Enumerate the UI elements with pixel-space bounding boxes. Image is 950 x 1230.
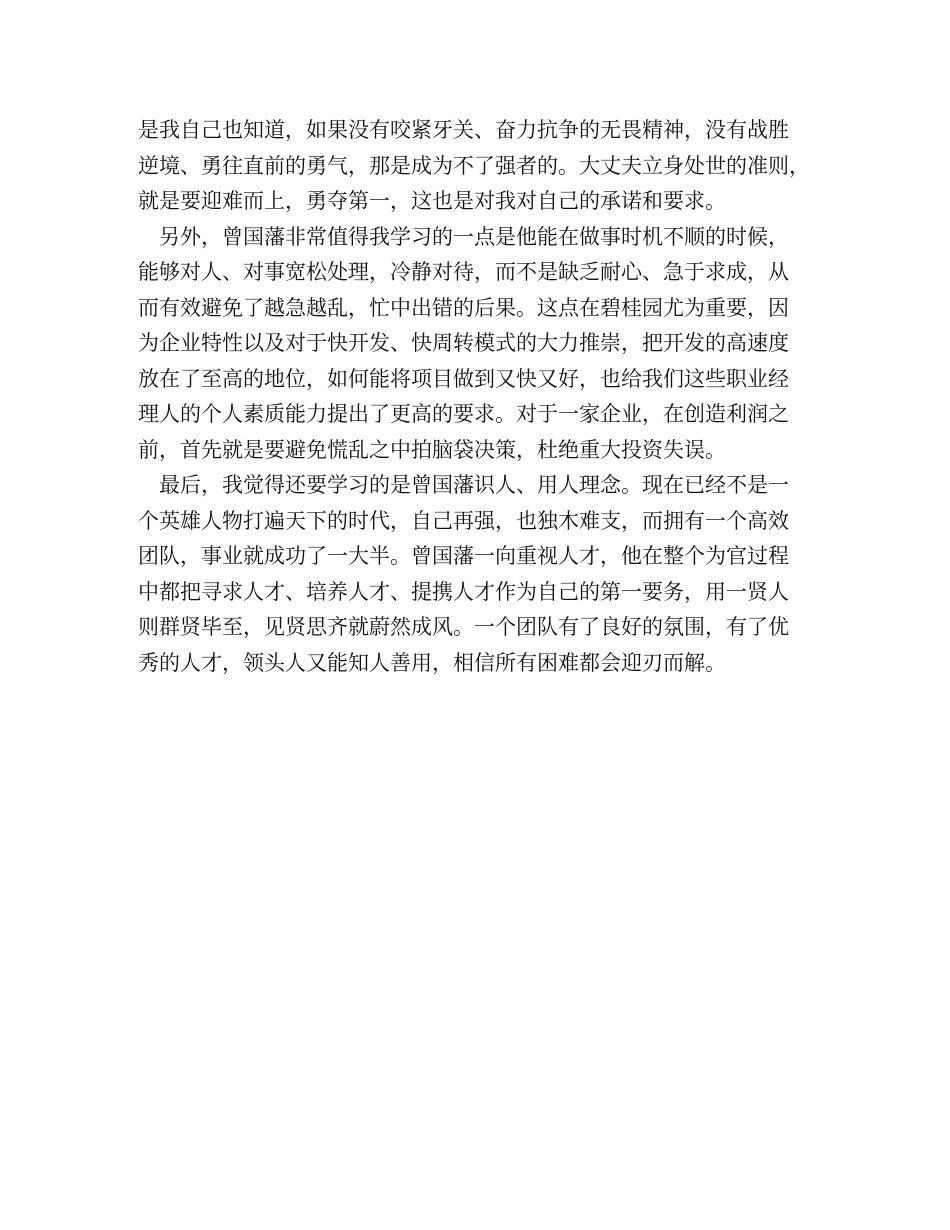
text-line: 放在了至高的地位，如何能将项目做到又快又好，也给我们这些职业经 (138, 366, 789, 391)
paragraph-1 (138, 113, 818, 220)
paragraph-3 (138, 468, 818, 681)
text-line: 能够对人、对事宽松处理，冷静对待，而不是缺乏耐心、急于求成，从 (138, 260, 789, 284)
text-line: 是我自己也知道，如果没有咬紧牙关、奋力抗争的无畏精神，没有战胜 (138, 118, 789, 142)
text-line: 最后，我觉得还要学习的是曾国藩识人、用人理念。现在已经不是一 (159, 473, 789, 497)
text-line: 而有效避免了越急越乱，忙中出错的后果。这点在碧桂园尤为重要，因 (138, 295, 789, 320)
paragraph-2 (138, 220, 818, 469)
text-line: 理人的个人素质能力提出了更高的要求。对于一家企业，在创造利润之 (138, 402, 789, 426)
text-line: 秀的人才，领头人又能知人善用，相信所有困难都会迎刃而解。 (138, 650, 726, 675)
text-line: 则群贤毕至，见贤思齐就蔚然成风。一个团队有了良好的氛围，有了优 (138, 615, 789, 639)
text-line: 另外，曾国藩非常值得我学习的一点是他能在做事时机不顺的时候， (159, 224, 789, 249)
text-line: 个英雄人物打遍天下的时代，自己再强，也独木难支，而拥有一个高效 (138, 508, 789, 533)
text-line: 团队，事业就成功了一大半。曾国藩一向重视人才，他在整个为官过程 (138, 544, 789, 568)
text-line: 前，首先就是要避免慌乱之中拍脑袋决策，杜绝重大投资失误。 (138, 437, 726, 462)
text-line: 逆境、勇往直前的勇气，那是成为不了强者的。大丈夫立身处世的准则， (138, 153, 810, 178)
text-line: 为企业特性以及对于快开发、快周转模式的大力推崇，把开发的高速度 (138, 331, 789, 355)
text-line: 中都把寻求人才、培养人才、提携人才作为自己的第一要务，用一贤人 (138, 579, 789, 604)
body-text (138, 113, 818, 681)
text-line: 就是要迎难而上，勇夺第一，这也是对我对自己的承诺和要求。 (138, 189, 726, 213)
